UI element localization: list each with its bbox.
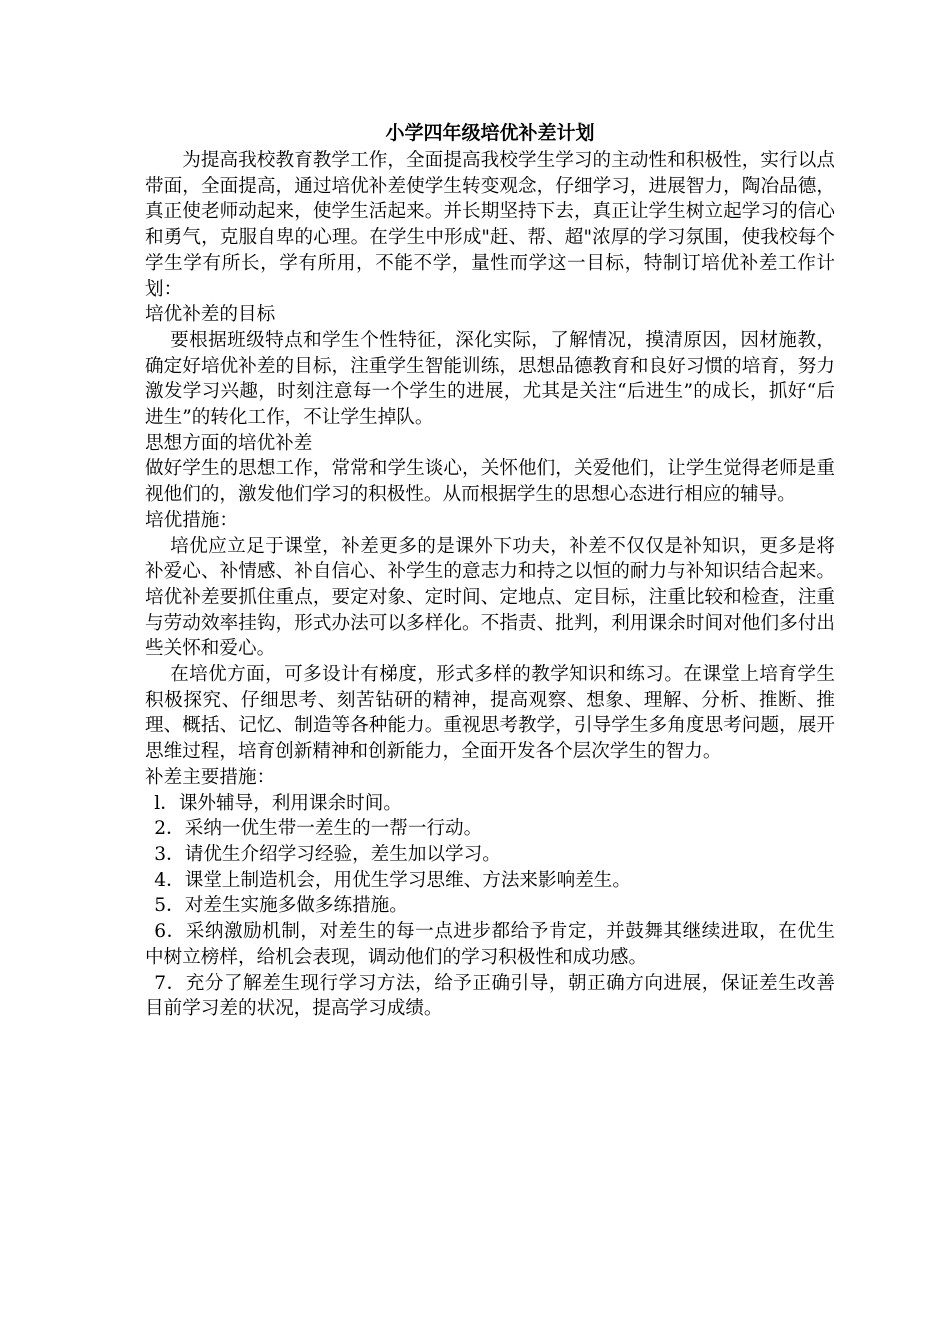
intro-paragraph: 为提高我校教育教学工作，全面提高我校学生学习的主动性和积极性，实行以点带面，全面提高，通过培优补差使学生转变观念，仔细学习，进展智力，陶冶品德，真正使老师动起来，使学生活起来。并长期坚持下去，真正让学生树立起学习的信心和勇气，克服自卑的心理。在学生中形成"赶、帮、超"浓厚的学习氛围，使我校每个学生学有所长，学有所用，不能不学，量性而学这一目标，特制订培优补差工作计划： <box>145 150 835 300</box>
list-item: 3．请优生介绍学习经验，差生加以学习。 <box>154 843 501 865</box>
list-item: 4．课堂上制造机会，用优生学习思维、方法来影响差生。 <box>154 869 631 891</box>
list-item: 6．采纳激励机制，对差生的每一点进步都给予肯定，并鼓舞其继续进取，在优生中树立榜样，给机会表现，调动他们的学习积极性和成功感。 <box>145 921 835 968</box>
section-heading-goals: 培优补差的目标 <box>145 304 276 326</box>
thought-paragraph: 做好学生的思想工作，常常和学生谈心，关怀他们，关爱他们，让学生觉得老师是重视他们的，激发他们学习的积极性。从而根据学生的思想心态进行相应的辅导。 <box>145 458 835 506</box>
excellence-paragraph-1: 培优应立足于课堂，补差更多的是课外下功夫，补差不仅仅是补知识，更多是将补爱心、补情感、补自信心、补学生的意志力和持之以恒的耐力与补知识结合起来。培优补差要抓住重点，要定对象、定时间、定地点、定目标，注重比较和检查，注重与劳动效率挂钩，形式办法可以多样化。不指责、批判，利用课余时间对他们多付出些关怀和爱心。 <box>145 535 835 660</box>
document-page <box>145 120 835 1022</box>
section-heading-remedial-measures: 补差主要措施： <box>145 766 276 788</box>
section-heading-excellence-measures: 培优措施： <box>145 509 238 531</box>
list-item: 2．采纳一优生带一差生的一帮一行动。 <box>154 818 483 840</box>
list-item: 5．对差生实施多做多练措施。 <box>154 895 408 917</box>
section-heading-thought: 思想方面的培优补差 <box>145 432 313 454</box>
list-item: 7．充分了解差生现行学习方法，给予正确引导，朝正确方向进展，保证差生改善目前学习差的状况，提高学习成绩。 <box>145 972 835 1020</box>
goals-paragraph: 要根据班级特点和学生个性特征，深化实际，了解情况，摸清原因，因材施教，确定好培优补差的目标，注重学生智能训练，思想品德教育和良好习惯的培育，努力激发学习兴趣，时刻注意每一个学生的进展，尤其是关注“后进生”的成长，抓好“后进生”的转化工作，不让学生掉队。 <box>145 329 835 429</box>
excellence-paragraph-2: 在培优方面，可多设计有梯度，形式多样的教学知识和练习。在课堂上培育学生积极探究、仔细思考、刻苦钻研的精神，提高观察、想象、理解、分析、推断、推理、概括、记忆、制造等各种能力。重视思考教学，引导学生多角度思考问题，展开思维过程，培育创新精神和创新能力，全面开发各个层次学生的智力。 <box>145 664 835 763</box>
list-item: l．课外辅导，利用课余时间。 <box>154 792 402 814</box>
document-title: 小学四年级培优补差计划 <box>385 122 595 144</box>
